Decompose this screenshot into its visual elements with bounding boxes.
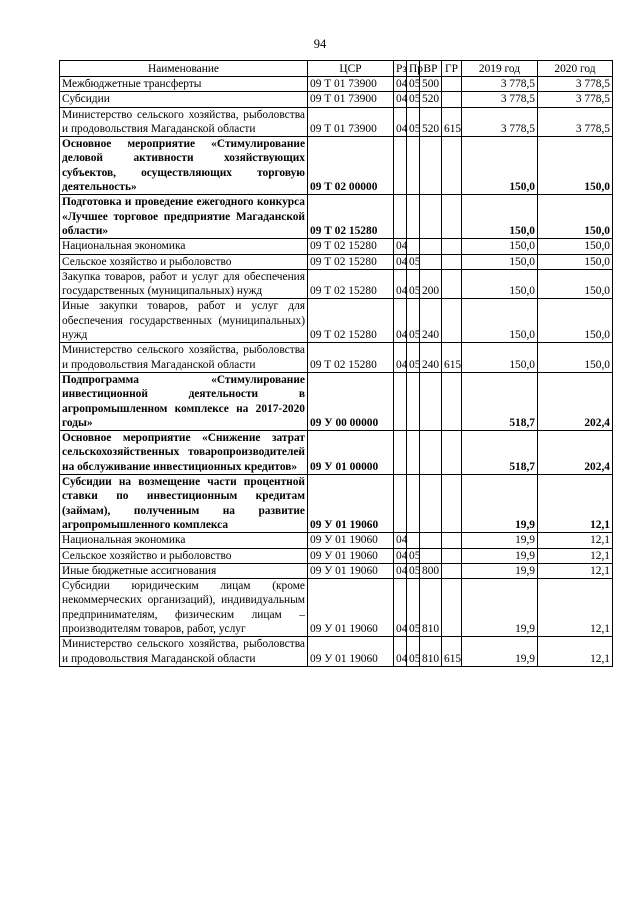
page-number: 94 bbox=[313, 37, 327, 51]
cell-csr: 09 Т 02 00000 bbox=[308, 137, 394, 195]
cell-rz bbox=[394, 431, 407, 475]
cell-vr: 500 bbox=[420, 77, 442, 92]
cell-2020: 12,1 bbox=[538, 579, 613, 637]
cell-2019: 150,0 bbox=[462, 254, 538, 269]
table-header-row bbox=[60, 61, 613, 77]
cell-vr: 800 bbox=[420, 563, 442, 578]
cell-pr bbox=[407, 239, 420, 254]
cell-gr bbox=[442, 299, 462, 343]
cell-name: Закупка товаров, работ и услуг для обеспечения государственных (муниципальных) нужд bbox=[60, 269, 308, 299]
cell-rz: 04 bbox=[394, 92, 407, 107]
table-row bbox=[60, 92, 613, 107]
cell-name: Основное мероприятие «Стимулирование деловой активности хозяйствующих субъектов, осуществляющих торговую деятельность» bbox=[60, 137, 308, 195]
cell-pr bbox=[407, 372, 420, 430]
cell-csr: 09 У 01 19060 bbox=[308, 533, 394, 548]
cell-2020: 12,1 bbox=[538, 637, 613, 667]
budget-table bbox=[59, 60, 613, 667]
cell-csr: 09 У 01 00000 bbox=[308, 431, 394, 475]
table-row bbox=[60, 299, 613, 343]
cell-2019: 3 778,5 bbox=[462, 107, 538, 137]
cell-rz bbox=[394, 372, 407, 430]
cell-2019: 19,9 bbox=[462, 579, 538, 637]
cell-2019: 150,0 bbox=[462, 343, 538, 373]
cell-pr bbox=[407, 533, 420, 548]
cell-rz: 04 bbox=[394, 239, 407, 254]
table-row bbox=[60, 107, 613, 137]
table-row bbox=[60, 254, 613, 269]
cell-rz: 04 bbox=[394, 579, 407, 637]
cell-2019: 19,9 bbox=[462, 637, 538, 667]
cell-gr bbox=[442, 548, 462, 563]
header-csr: ЦСР bbox=[308, 61, 394, 77]
cell-vr bbox=[420, 533, 442, 548]
cell-2020: 202,4 bbox=[538, 431, 613, 475]
cell-gr bbox=[442, 475, 462, 533]
cell-pr bbox=[407, 195, 420, 239]
cell-pr: 05 bbox=[407, 269, 420, 299]
cell-2019: 150,0 bbox=[462, 195, 538, 239]
cell-vr: 240 bbox=[420, 343, 442, 373]
cell-pr: 05 bbox=[407, 92, 420, 107]
cell-vr: 520 bbox=[420, 107, 442, 137]
cell-vr bbox=[420, 239, 442, 254]
cell-csr: 09 У 01 19060 bbox=[308, 579, 394, 637]
cell-2020: 12,1 bbox=[538, 548, 613, 563]
header-pr: Пр bbox=[407, 61, 420, 77]
table-row bbox=[60, 533, 613, 548]
cell-name: Министерство сельского хозяйства, рыболовства и продовольствия Магаданской области bbox=[60, 107, 308, 137]
cell-name: Сельское хозяйство и рыболовство bbox=[60, 548, 308, 563]
cell-rz: 04 bbox=[394, 563, 407, 578]
cell-csr: 09 Т 02 15280 bbox=[308, 269, 394, 299]
cell-csr: 09 У 01 19060 bbox=[308, 637, 394, 667]
cell-rz: 04 bbox=[394, 343, 407, 373]
table-row bbox=[60, 195, 613, 239]
cell-2020: 150,0 bbox=[538, 254, 613, 269]
header-gr: ГР bbox=[442, 61, 462, 77]
cell-name: Сельское хозяйство и рыболовство bbox=[60, 254, 308, 269]
cell-2019: 518,7 bbox=[462, 372, 538, 430]
cell-2019: 150,0 bbox=[462, 239, 538, 254]
cell-name: Субсидии на возмещение части процентной ставки по инвестиционным кредитам (займам), полученным на развитие агропромышленного комплекса bbox=[60, 475, 308, 533]
cell-rz: 04 bbox=[394, 269, 407, 299]
cell-csr: 09 У 01 19060 bbox=[308, 563, 394, 578]
cell-2020: 150,0 bbox=[538, 343, 613, 373]
cell-2019: 518,7 bbox=[462, 431, 538, 475]
cell-vr bbox=[420, 431, 442, 475]
cell-name: Национальная экономика bbox=[60, 533, 308, 548]
header-2019: 2019 год bbox=[462, 61, 538, 77]
cell-pr: 05 bbox=[407, 107, 420, 137]
cell-name: Подпрограмма «Стимулирование инвестиционной деятельности в агропромышленном комплексе на 2017-2020 годы» bbox=[60, 372, 308, 430]
cell-gr bbox=[442, 372, 462, 430]
cell-pr: 05 bbox=[407, 77, 420, 92]
cell-gr bbox=[442, 563, 462, 578]
cell-2019: 19,9 bbox=[462, 563, 538, 578]
cell-gr: 615 bbox=[442, 107, 462, 137]
cell-rz: 04 bbox=[394, 548, 407, 563]
cell-2020: 12,1 bbox=[538, 533, 613, 548]
cell-rz: 04 bbox=[394, 77, 407, 92]
cell-gr bbox=[442, 254, 462, 269]
cell-2019: 19,9 bbox=[462, 533, 538, 548]
table-row bbox=[60, 475, 613, 533]
table-row bbox=[60, 372, 613, 430]
cell-gr bbox=[442, 77, 462, 92]
cell-vr: 240 bbox=[420, 299, 442, 343]
cell-csr: 09 Т 01 73900 bbox=[308, 92, 394, 107]
cell-2020: 150,0 bbox=[538, 195, 613, 239]
cell-2020: 3 778,5 bbox=[538, 92, 613, 107]
cell-csr: 09 Т 02 15280 bbox=[308, 239, 394, 254]
cell-csr: 09 Т 02 15280 bbox=[308, 254, 394, 269]
header-2020: 2020 год bbox=[538, 61, 613, 77]
cell-pr: 05 bbox=[407, 299, 420, 343]
cell-2019: 19,9 bbox=[462, 548, 538, 563]
cell-pr: 05 bbox=[407, 548, 420, 563]
cell-2019: 150,0 bbox=[462, 137, 538, 195]
table-row bbox=[60, 77, 613, 92]
cell-gr bbox=[442, 533, 462, 548]
cell-vr bbox=[420, 195, 442, 239]
cell-gr bbox=[442, 239, 462, 254]
cell-2019: 150,0 bbox=[462, 269, 538, 299]
cell-pr: 05 bbox=[407, 254, 420, 269]
table-row bbox=[60, 343, 613, 373]
cell-name: Иные бюджетные ассигнования bbox=[60, 563, 308, 578]
cell-pr bbox=[407, 475, 420, 533]
cell-gr bbox=[442, 431, 462, 475]
cell-2020: 3 778,5 bbox=[538, 77, 613, 92]
cell-2019: 150,0 bbox=[462, 299, 538, 343]
cell-name: Основное мероприятие «Снижение затрат сельскохозяйственных товаропроизводителей на обслуживание инвестиционных кредитов» bbox=[60, 431, 308, 475]
cell-2020: 150,0 bbox=[538, 269, 613, 299]
cell-csr: 09 У 00 00000 bbox=[308, 372, 394, 430]
cell-vr bbox=[420, 137, 442, 195]
table-row bbox=[60, 431, 613, 475]
table-row bbox=[60, 239, 613, 254]
cell-2020: 202,4 bbox=[538, 372, 613, 430]
cell-csr: 09 Т 01 73900 bbox=[308, 107, 394, 137]
header-rz: Рз bbox=[394, 61, 407, 77]
cell-csr: 09 Т 02 15280 bbox=[308, 299, 394, 343]
cell-vr bbox=[420, 372, 442, 430]
cell-vr: 520 bbox=[420, 92, 442, 107]
cell-pr: 05 bbox=[407, 579, 420, 637]
cell-name: Министерство сельского хозяйства, рыболовства и продовольствия Магаданской области bbox=[60, 637, 308, 667]
cell-rz bbox=[394, 195, 407, 239]
cell-name: Субсидии bbox=[60, 92, 308, 107]
cell-2020: 150,0 bbox=[538, 299, 613, 343]
cell-csr: 09 У 01 19060 bbox=[308, 548, 394, 563]
cell-2020: 3 778,5 bbox=[538, 107, 613, 137]
cell-csr: 09 Т 02 15280 bbox=[308, 195, 394, 239]
cell-rz bbox=[394, 475, 407, 533]
header-vr: ВР bbox=[420, 61, 442, 77]
table-body bbox=[60, 77, 613, 667]
cell-name: Национальная экономика bbox=[60, 239, 308, 254]
cell-vr bbox=[420, 254, 442, 269]
cell-vr: 200 bbox=[420, 269, 442, 299]
cell-vr bbox=[420, 548, 442, 563]
cell-rz bbox=[394, 137, 407, 195]
cell-pr: 05 bbox=[407, 563, 420, 578]
cell-2019: 19,9 bbox=[462, 475, 538, 533]
cell-csr: 09 Т 01 73900 bbox=[308, 77, 394, 92]
cell-rz: 04 bbox=[394, 637, 407, 667]
cell-name: Иные закупки товаров, работ и услуг для обеспечения государственных (муниципальных) нужд bbox=[60, 299, 308, 343]
cell-2020: 12,1 bbox=[538, 563, 613, 578]
table-row bbox=[60, 579, 613, 637]
cell-2020: 12,1 bbox=[538, 475, 613, 533]
cell-rz: 04 bbox=[394, 299, 407, 343]
cell-pr bbox=[407, 137, 420, 195]
cell-name: Межбюджетные трансферты bbox=[60, 77, 308, 92]
cell-vr: 810 bbox=[420, 579, 442, 637]
table-row bbox=[60, 548, 613, 563]
cell-gr bbox=[442, 269, 462, 299]
cell-gr: 615 bbox=[442, 637, 462, 667]
cell-name: Субсидии юридическим лицам (кроме некоммерческих организаций), индивидуальным предпринимателям, физическим лицам – производителям товаров, работ, услуг bbox=[60, 579, 308, 637]
cell-name: Министерство сельского хозяйства, рыболовства и продовольствия Магаданской области bbox=[60, 343, 308, 373]
cell-2019: 3 778,5 bbox=[462, 77, 538, 92]
cell-rz: 04 bbox=[394, 107, 407, 137]
cell-gr bbox=[442, 579, 462, 637]
cell-2019: 3 778,5 bbox=[462, 92, 538, 107]
cell-vr bbox=[420, 475, 442, 533]
table-row bbox=[60, 637, 613, 667]
cell-vr: 810 bbox=[420, 637, 442, 667]
cell-pr: 05 bbox=[407, 637, 420, 667]
cell-gr bbox=[442, 92, 462, 107]
cell-pr bbox=[407, 431, 420, 475]
table-row bbox=[60, 137, 613, 195]
header-name: Наименование bbox=[60, 61, 308, 77]
cell-rz: 04 bbox=[394, 533, 407, 548]
cell-2020: 150,0 bbox=[538, 137, 613, 195]
cell-rz: 04 bbox=[394, 254, 407, 269]
cell-2020: 150,0 bbox=[538, 239, 613, 254]
table-row bbox=[60, 563, 613, 578]
cell-gr: 615 bbox=[442, 343, 462, 373]
cell-csr: 09 У 01 19060 bbox=[308, 475, 394, 533]
cell-gr bbox=[442, 137, 462, 195]
cell-gr bbox=[442, 195, 462, 239]
cell-csr: 09 Т 02 15280 bbox=[308, 343, 394, 373]
table-row bbox=[60, 269, 613, 299]
cell-name: Подготовка и проведение ежегодного конкурса «Лучшее торговое предприятие Магаданской области» bbox=[60, 195, 308, 239]
cell-pr: 05 bbox=[407, 343, 420, 373]
